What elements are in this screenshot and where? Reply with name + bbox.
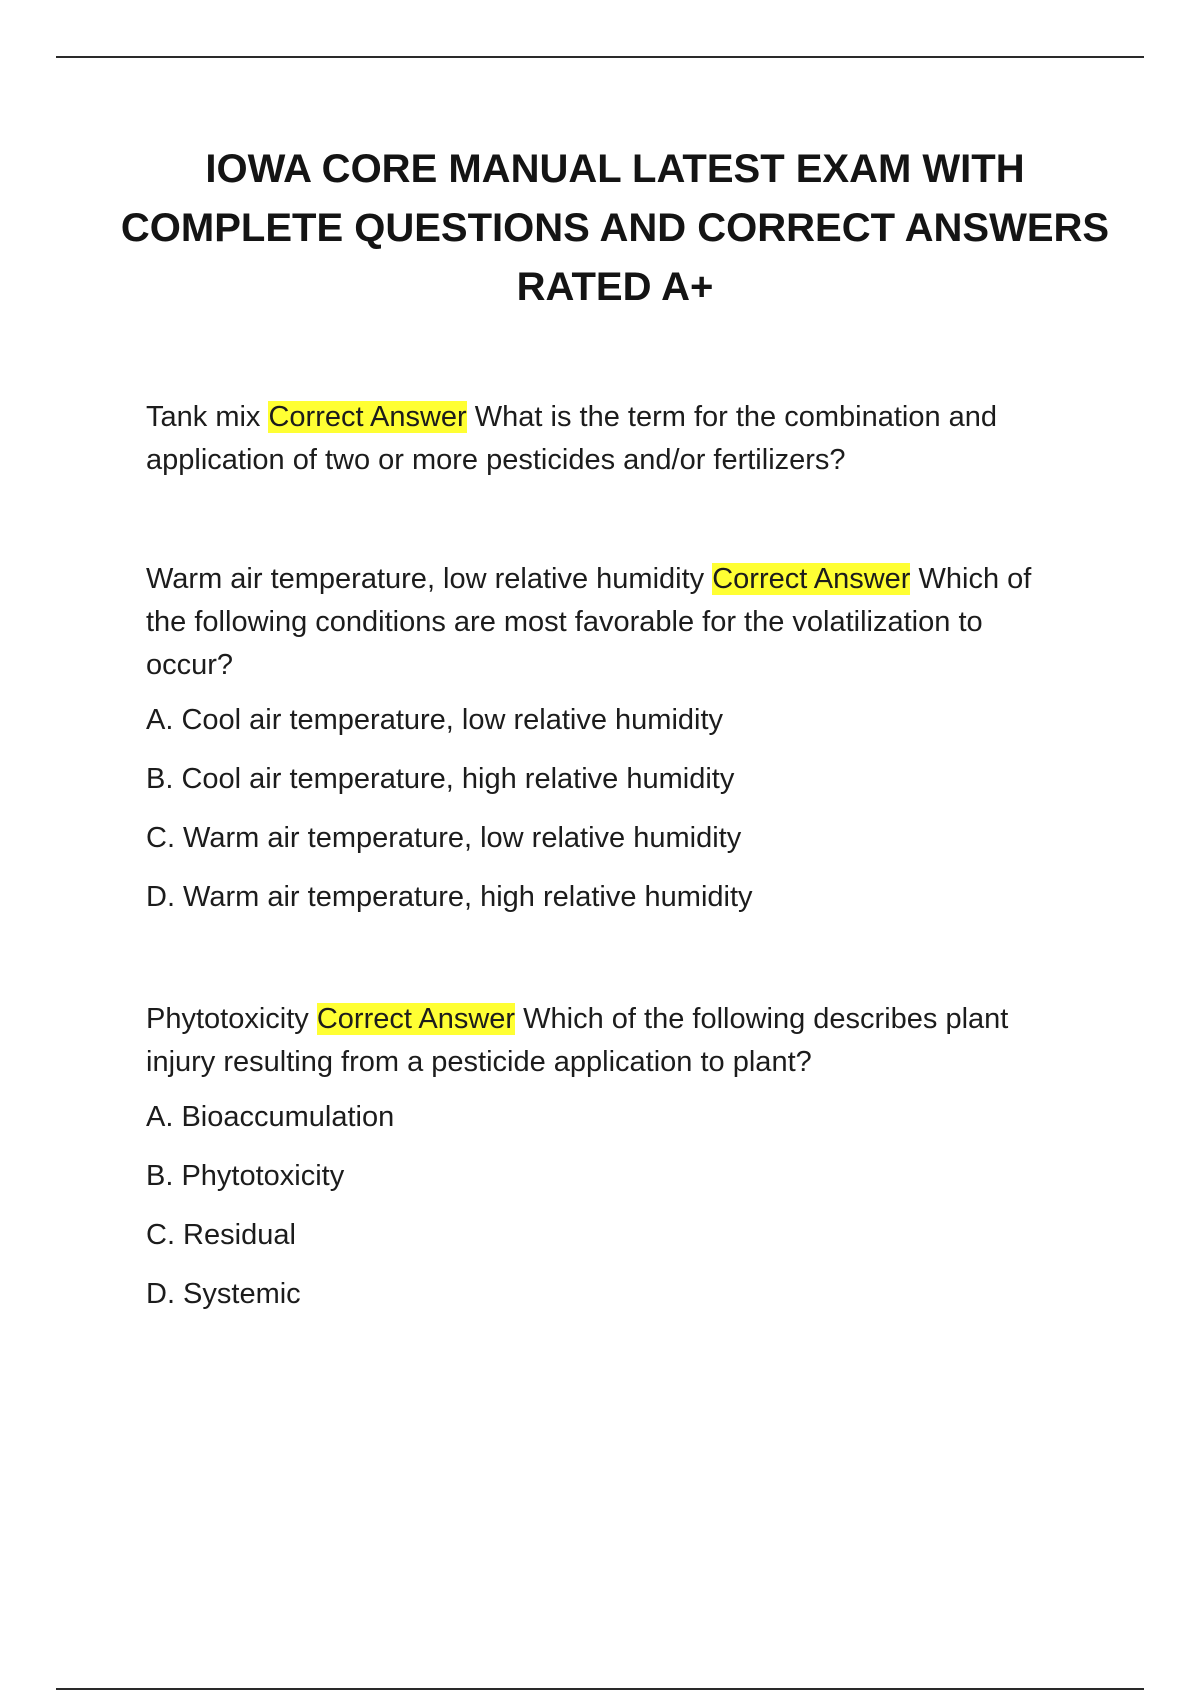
question-paragraph: [146, 396, 1066, 482]
question-text: Which of the following describes plant injury resulting from a pesticide application to plant?: [146, 1003, 1009, 1078]
correct-answer-marker: Correct Answer: [268, 401, 467, 433]
option-c: C. Warm air temperature, low relative humidity: [146, 822, 742, 854]
options-list: [146, 699, 1066, 919]
document-title: IOWA CORE MANUAL LATEST EXAM WITH COMPLETE QUESTIONS AND CORRECT ANSWERS RATED A+: [120, 147, 1110, 309]
question-block-1: [146, 396, 1066, 482]
correct-answer-marker: Correct Answer: [712, 563, 911, 595]
option-b: B. Cool air temperature, high relative humidity: [146, 763, 735, 795]
question-text: What is the term for the combination and application of two or more pesticides and/or fertilizers?: [146, 401, 998, 476]
option-a: A. Bioaccumulation: [146, 1101, 395, 1133]
answer-text: Tank mix: [146, 401, 261, 433]
option-d: D. Systemic: [146, 1278, 301, 1310]
option-d: D. Warm air temperature, high relative humidity: [146, 881, 753, 913]
question-text: Which of the following conditions are most favorable for the volatilization to occur?: [146, 563, 1032, 681]
question-block-2: [146, 558, 1066, 919]
question-block-3: [146, 998, 1066, 1316]
top-divider: [56, 56, 1144, 58]
correct-answer-marker: Correct Answer: [316, 1003, 516, 1035]
option-b: B. Phytotoxicity: [146, 1160, 345, 1192]
bottom-divider: [56, 1688, 1144, 1690]
question-paragraph: [146, 558, 1066, 687]
option-c: C. Residual: [146, 1219, 296, 1251]
question-paragraph: [146, 998, 1066, 1084]
option-a: A. Cool air temperature, low relative humidity: [146, 704, 724, 736]
answer-text: Warm air temperature, low relative humidity: [146, 563, 705, 595]
options-list: [146, 1096, 1066, 1316]
answer-text: Phytotoxicity: [146, 1003, 309, 1035]
